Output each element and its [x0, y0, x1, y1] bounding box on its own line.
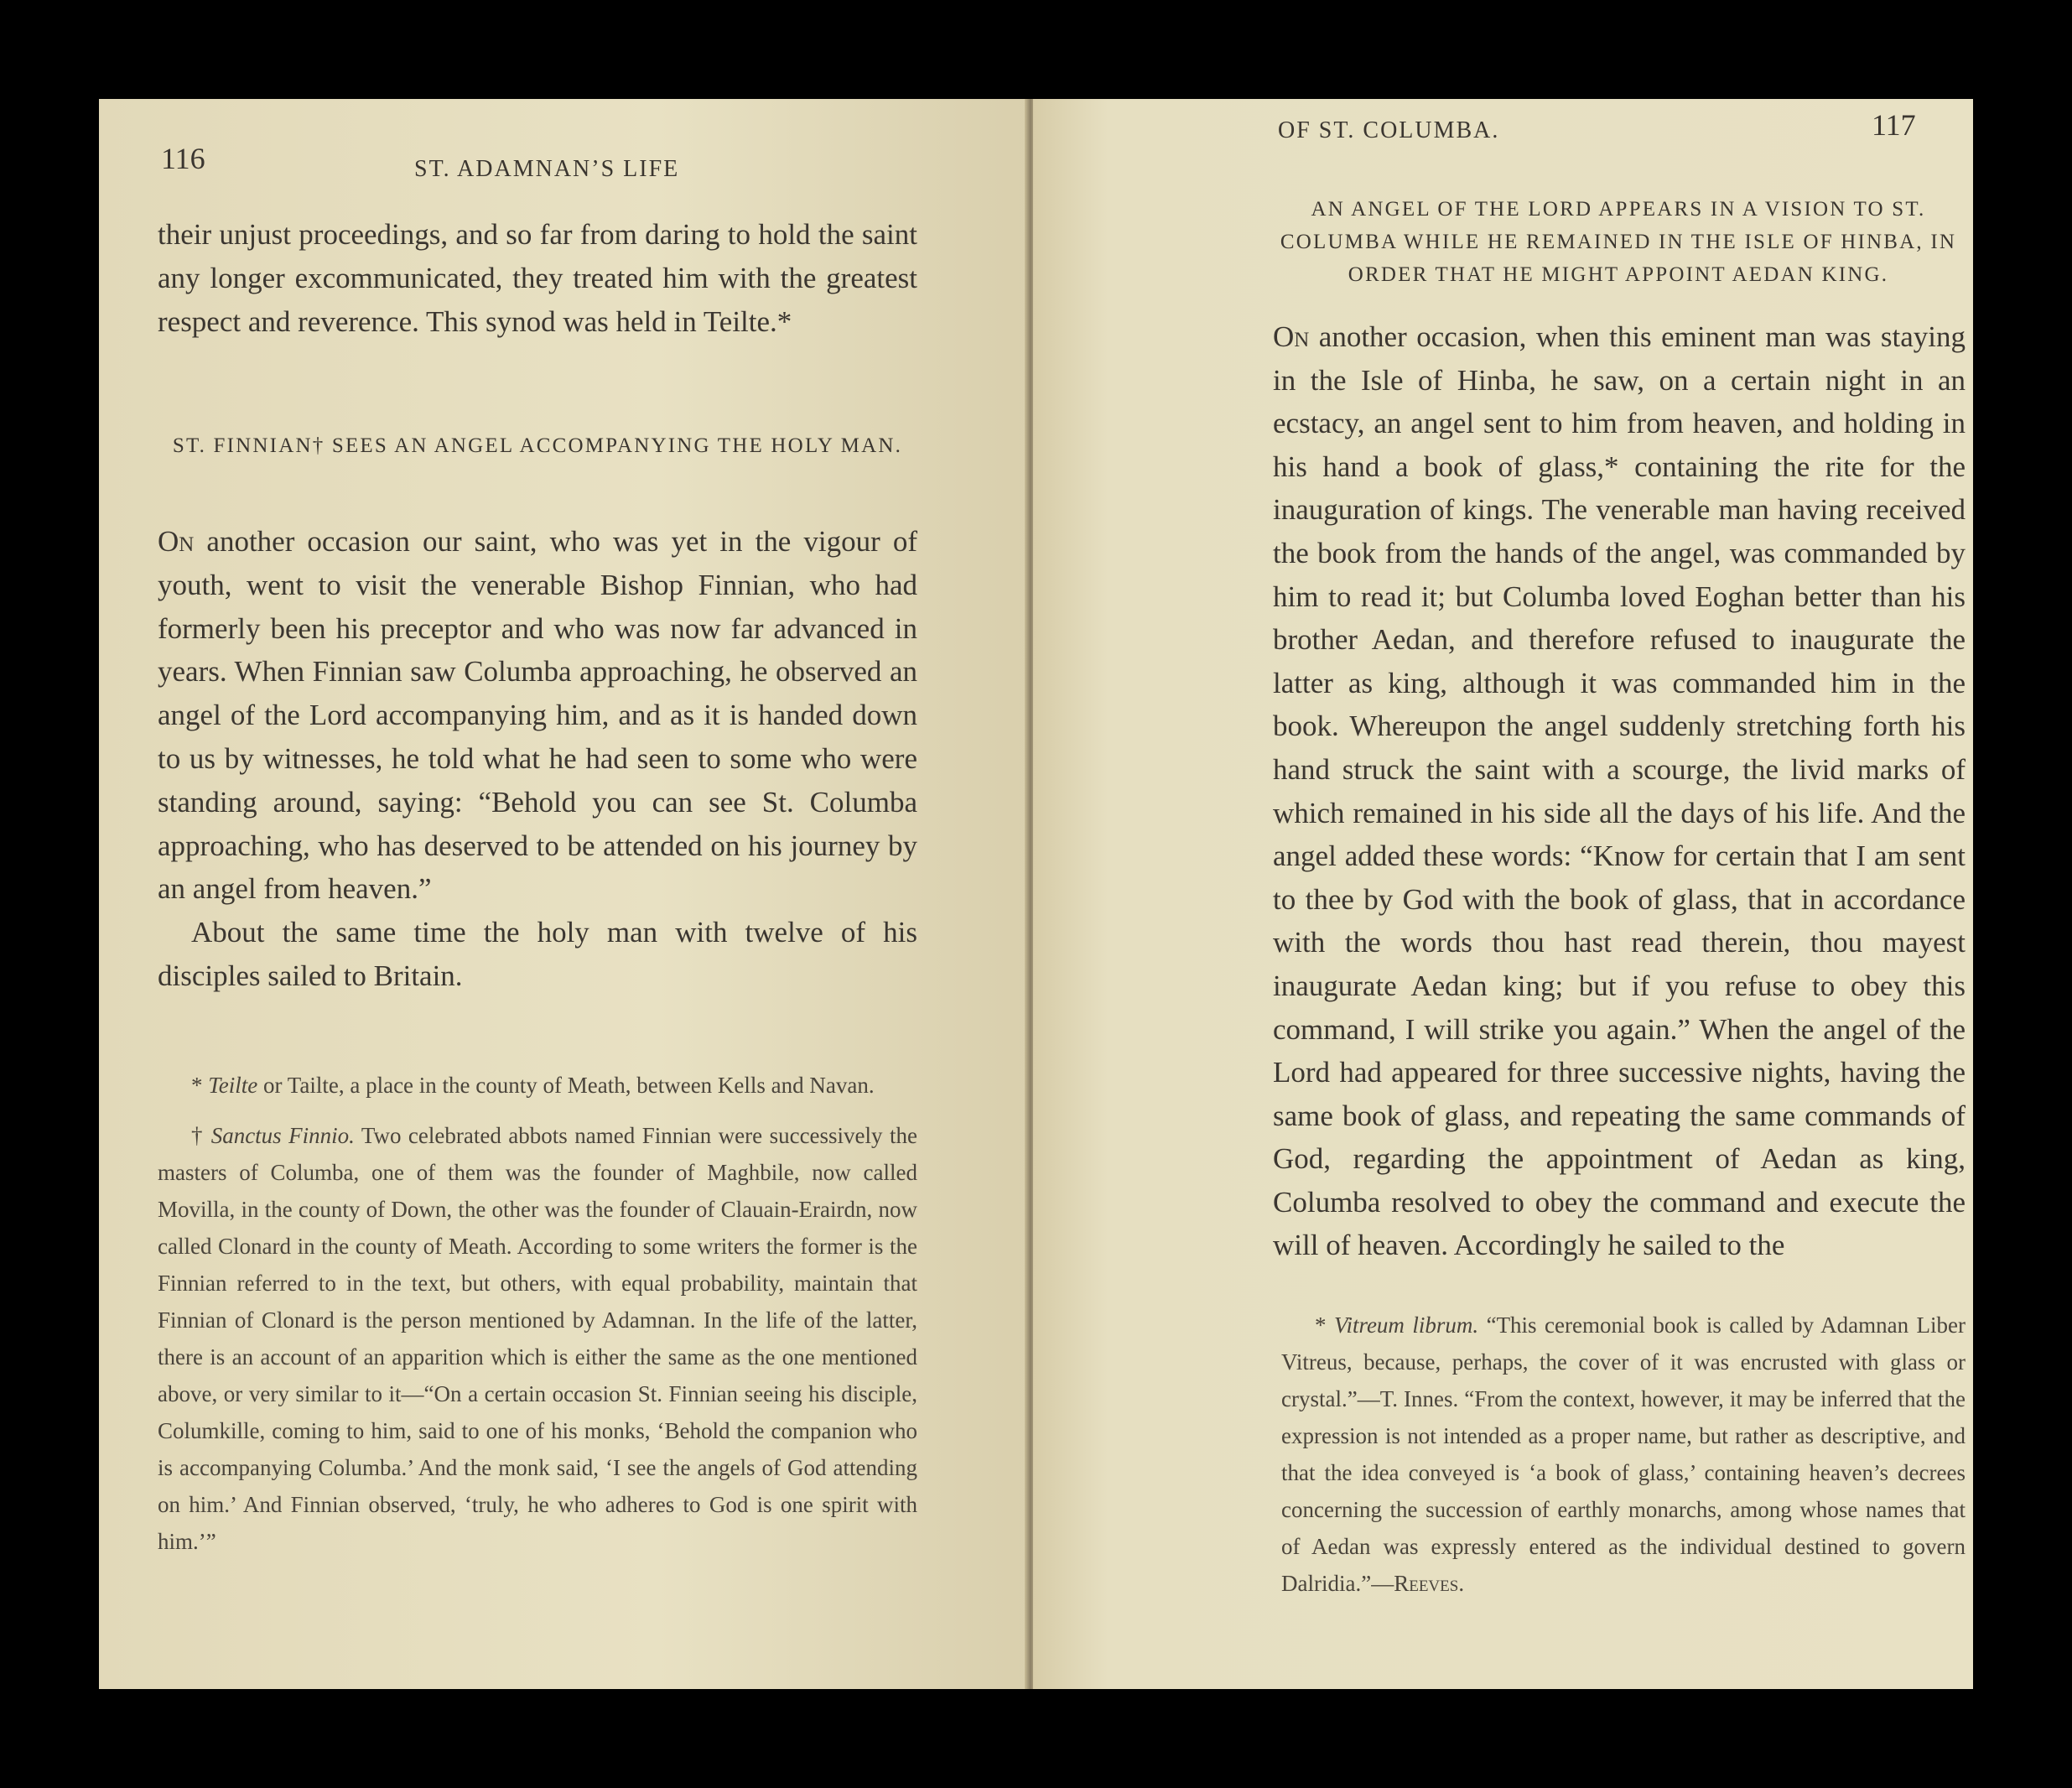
intro-paragraph: their unjust proceedings, and so far from daring to hold the saint any longer excommunicated, they treated him with the greatest respect and reverence. This synod was held in Teilte.* [158, 218, 917, 338]
right-page [1033, 99, 1973, 1689]
paragraph-2: About the same time the holy man with twelve of his disciples sailed to Britain. [158, 916, 917, 992]
footnote-teilte: * Teilte or Tailte, a place in the county of Meath, between Kells and Navan. [191, 1073, 875, 1098]
chapter-body-right [1273, 315, 1966, 1267]
paragraph-main: On another occasion, when this eminent man was staying in the Isle of Hinba, he saw, on a certain night in an ecstacy, an angel sent to him from heaven, and holding in his hand a book of glass,* containing the rite for the inauguration of kings. The venerable man having received the book from the hands of the angel, was commanded by him to read it; but Columba loved Eoghan better than his brother Aedan, and therefore refused to inaugurate the latter as king, although it was commanded him in the book. Whereupon the angel suddenly stretching forth his hand struck the saint with a scourge, the livid marks of which remained in his side all the days of his life. And the angel added these words: “Know for certain that I am sent to thee by God with the book of glass, that in accordance with the words thou hast read therein, thou mayest inaugurate Aedan king; but if you refuse to obey this command, I will strike you again.” When the angel of the Lord had appeared for three successive nights, having the same book of glass, and repeating the same commands of God, regarding the appointment of Aedan as king, Columba resolved to obey the command and execute the will of heaven. Accordingly he sailed to the [1273, 320, 1966, 1262]
footnotes-left [158, 1067, 917, 1560]
page-number-left: 116 [161, 142, 205, 175]
left-page [99, 99, 1030, 1689]
page-number-right: 117 [1872, 108, 1916, 142]
open-book [99, 99, 1973, 1689]
running-head-right: OF ST. COLUMBA. [1278, 117, 1500, 143]
footnote-finnian: † Sanctus Finnio. Two celebrated abbots named Finnian were successively the masters of Columba, one of them was the founder of Maghbile, now called Movilla, in the county of Down, the other was the founder of Clauain-Erairdn, now called Clonard in the county of Meath. According to some writers the former is the Finnian referred to in the text, but others, with equal probability, maintain that Finnian of Clonard is the person mentioned by Adamnan. In the life of the latter, there is an account of an apparition which is either the same as the one mentioned above, or very similar to it—“On a certain occasion St. Finnian seeing his disciple, Columkille, coming to him, said to one of his monks, ‘Behold the companion who is accompanying Columba.’ And the monk said, ‘I see the angels of God attending on him.’ And Finnian observed, ‘truly, he who adheres to God is one spirit with him.’” [158, 1123, 917, 1554]
footnote-vitreum: * Vitreum librum. “This ceremonial book is called by Adamnan Liber Vitreus, because, perhaps, the cover of it was encrusted with glass or crystal.”—T. Innes. “From the context, however, it may be inferred that the expression is not intended as a proper name, but rather as descriptive, and that the idea conveyed is ‘a book of glass,’ containing heaven’s decrees concerning the succession of earthly monarchs, among whose names that of Aedan was expressly entered as the individual destined to govern Dalridia.”—Reeves. [1281, 1312, 1966, 1596]
chapter-body-left [158, 520, 917, 998]
chapter-heading-left: ST. FINNIAN† SEES AN ANGEL ACCOMPANYING THE HOLY MAN. [172, 434, 903, 457]
chapter-heading-right-text: AN ANGEL OF THE LORD APPEARS IN A VISION TO ST. COLUMBA WHILE HE REMAINED IN THE ISLE OF HINBA, IN ORDER THAT HE MIGHT APPOINT AEDAN KING. [1280, 198, 1957, 286]
paragraph-1: On another occasion our saint, who was yet in the vigour of youth, went to visit the venerable Bishop Finnian, who had formerly been his preceptor and who was now far advanced in years. When Finnian saw Columba approaching, he observed an angel of the Lord accompanying him, and as it is handed down to us by witnesses, he told what he had seen to some who were standing around, saying: “Behold you can see St. Columba approaching, who has deserved to be attended on his journey by an angel from heaven.” [158, 525, 917, 906]
running-head-left: ST. ADAMNAN’S LIFE [414, 156, 680, 182]
footnote-right [1281, 1307, 1966, 1602]
